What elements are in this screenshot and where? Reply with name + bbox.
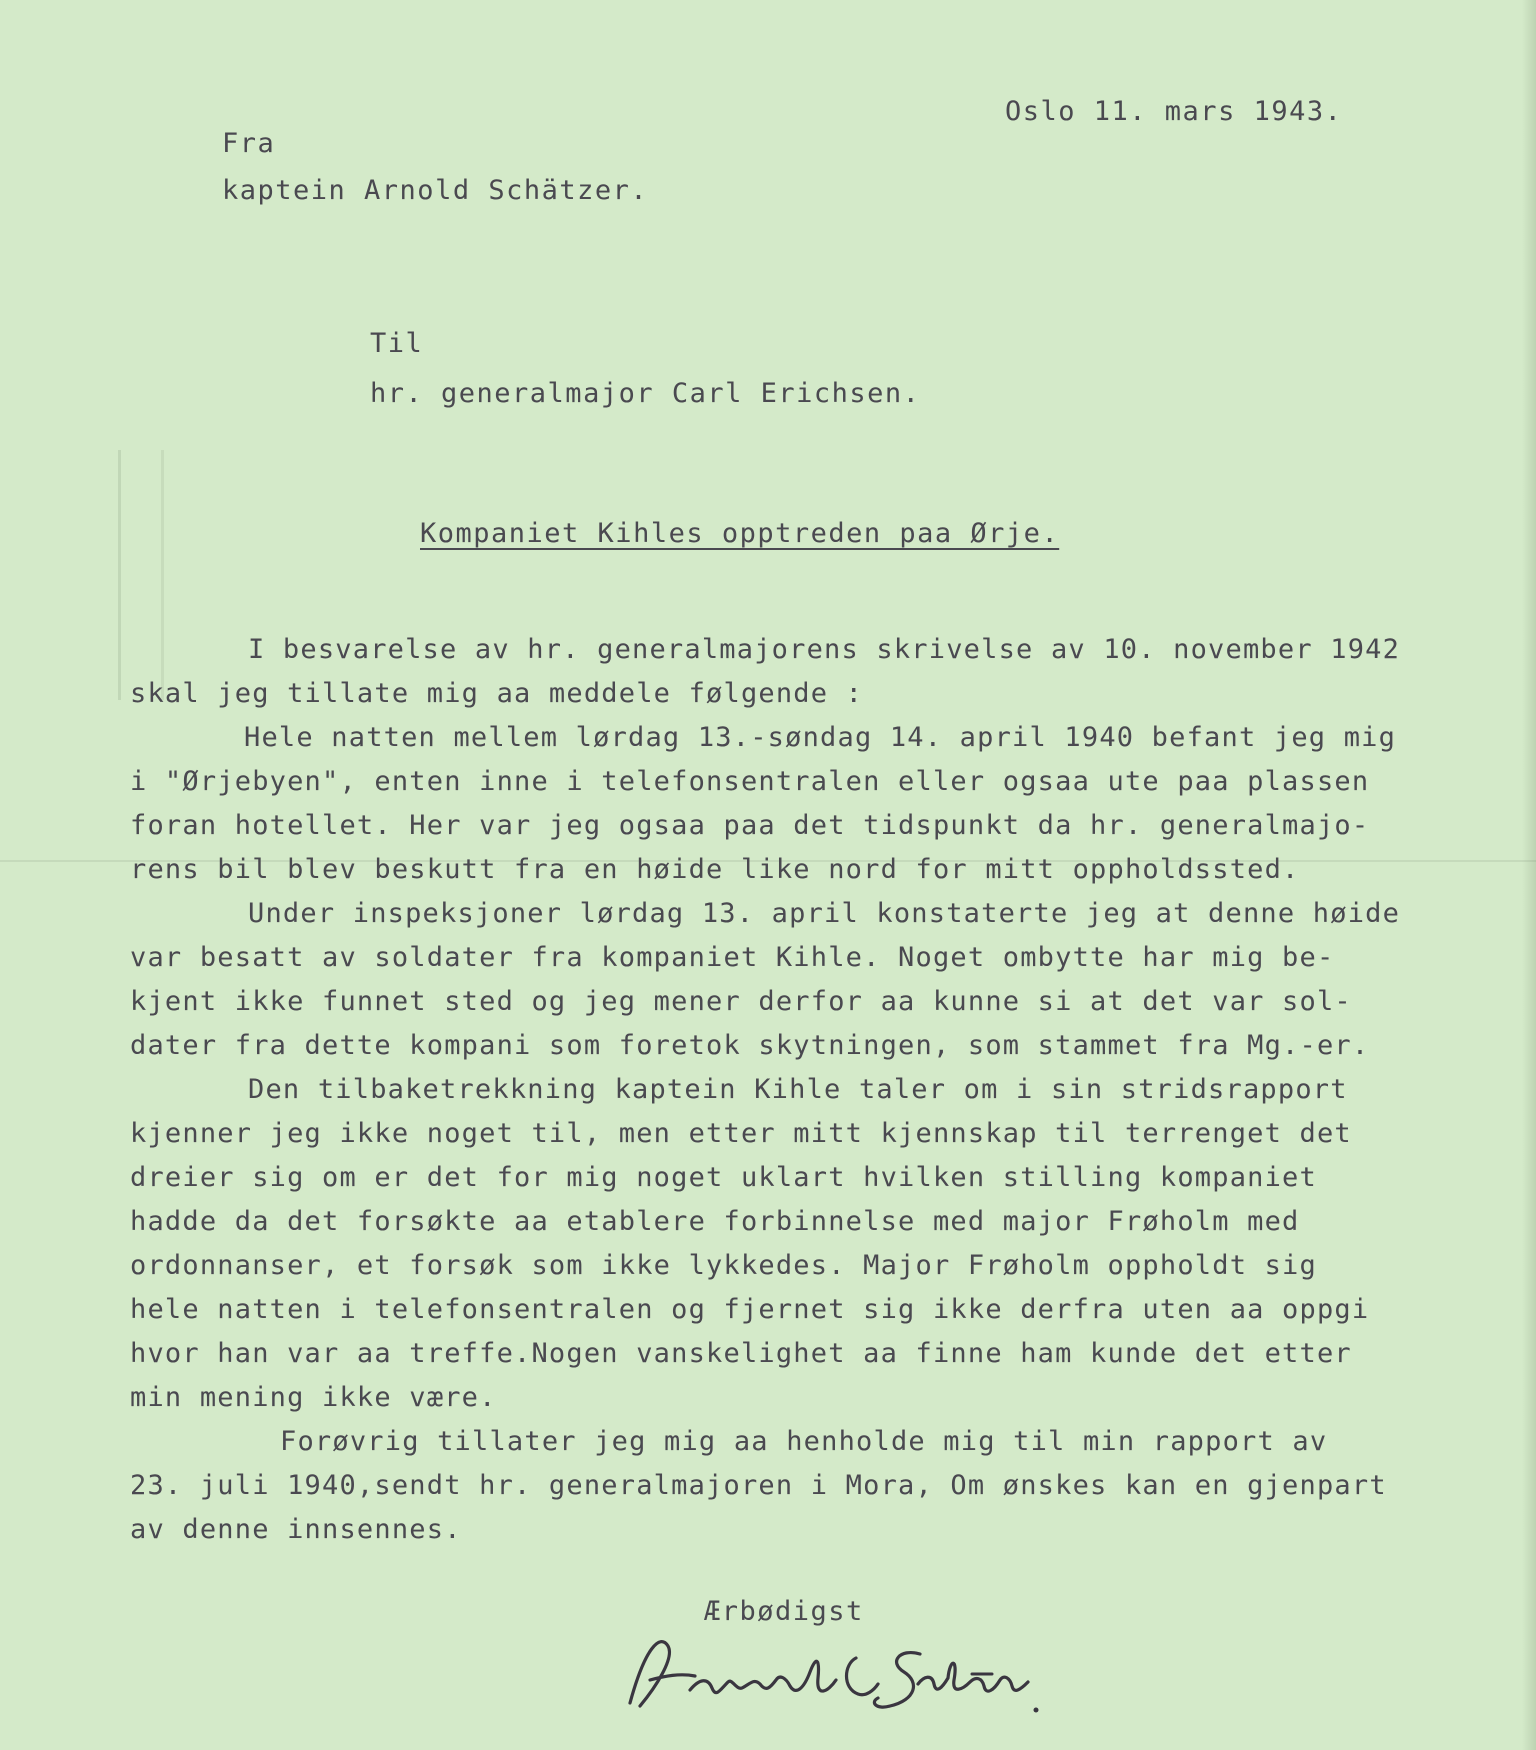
body-line: dreier sig om er det for mig noget uklart hvilken stilling kompaniet [130,1162,1317,1193]
body-line: ordonnanser, et forsøk som ikke lykkedes. Major Frøholm oppholdt sig [130,1250,1317,1281]
body-line: Under inspeksjoner lørdag 13. april konstaterte jeg at denne høide [248,898,1401,929]
to-label: Til [370,328,424,359]
body-line: kjenner jeg ikke noget til, men etter mitt kjennskap til terrenget det [130,1118,1352,1149]
body-line: hele natten i telefonsentralen og fjernet sig ikke derfra uten aa oppgi [130,1294,1370,1325]
from-label: Fra [222,128,276,159]
body-line: Forøvrig tillater jeg mig aa henholde mig til min rapport av [280,1426,1328,1457]
body-line: skal jeg tillate mig aa meddele følgende : [130,678,864,709]
recipient-name: hr. generalmajor Carl Erichsen. [370,378,921,409]
body-line: i "Ørjebyen", enten inne i telefonsentralen eller ogsaa ute paa plassen [130,766,1370,797]
body-line: var besatt av soldater fra kompaniet Kihle. Noget ombytte har mig be- [130,942,1335,973]
closing-salutation: Ærbødigst [704,1596,864,1627]
body-line: av denne innsennes. [130,1514,462,1545]
body-line: I besvarelse av hr. generalmajorens skrivelse av 10. november 1942 [248,634,1401,665]
body-line: hvor han var aa treffe.Nogen vanskelighet aa finne ham kunde det etter [130,1338,1352,1369]
letter-date: Oslo 11. mars 1943. [1005,96,1343,127]
body-line: 23. juli 1940,sendt hr. generalmajoren i Mora, Om ønskes kan en gjenpart [130,1470,1387,1501]
body-line: Hele natten mellem lørdag 13.-søndag 14. april 1940 befant jeg mig [244,722,1397,753]
page-edge [1522,0,1536,1750]
body-line: foran hotellet. Her var jeg ogsaa paa det tidspunkt da hr. generalmajo- [130,810,1370,841]
body-line: rens bil blev beskutt fra en høide like nord for mitt oppholdssted. [130,854,1300,885]
body-line: kjent ikke funnet sted og jeg mener derfor aa kunne si at det var sol- [130,986,1352,1017]
letter-body [130,628,1490,1552]
sender-name: kaptein Arnold Schätzer. [222,175,649,206]
body-line: dater fra dette kompani som foretok skytningen, som stammet fra Mg.-er. [130,1030,1370,1061]
body-line: Den tilbaketrekkning kaptein Kihle taler om i sin stridsrapport [248,1074,1348,1105]
handwritten-signature [620,1618,1040,1728]
body-line: hadde da det forsøkte aa etablere forbinnelse med major Frøholm med [130,1206,1300,1237]
letter-subject: Kompaniet Kihles opptreden paa Ørje. [420,518,1060,549]
body-line: min mening ikke være. [130,1382,497,1413]
